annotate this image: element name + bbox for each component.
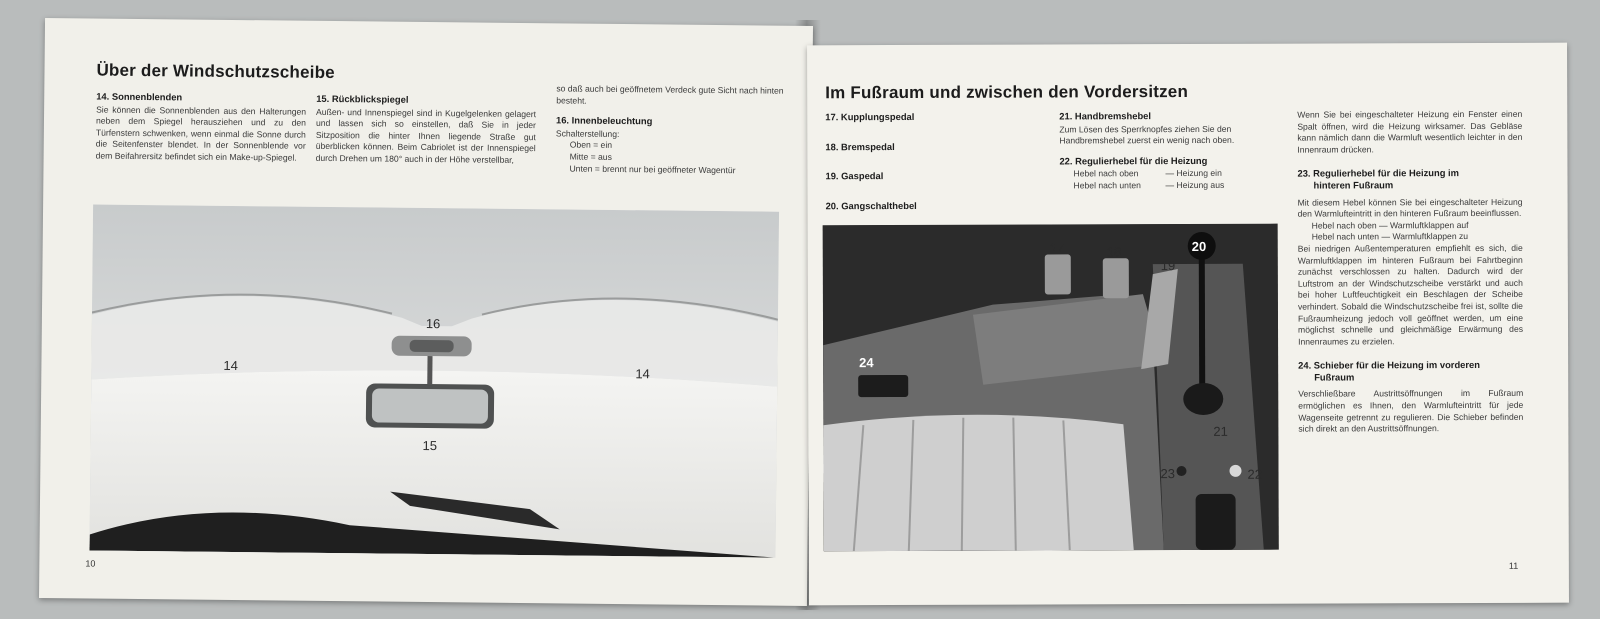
section-heading: 21. Handbremshebel: [1059, 110, 1151, 122]
callout-label: 19: [1160, 258, 1176, 274]
section-heading: 24. Schieber für die Heizung im vorderen Fußraum: [1298, 359, 1480, 383]
section-text: Verschließbare Austrittsöffnungen im Fußraum ermöglichen es Ihnen, den Warmlufteintritt für jede Wagenseite getrennt zu regulieren. Die Schieber befinden sich direkt an den Austrittsöffnungen.: [1298, 388, 1524, 434]
section-text: Sie können die Sonnenblenden aus den Halterungen neben dem Spiegel herausziehen und zu den Türfenstern schwenken, wenn einmal die Sonne durch die Seitenfenster blendet. In der Sonnenblende vor dem Beifahrersitz befindet sich ein Make-up-Spiegel.: [95, 104, 307, 163]
page-number: 11: [1508, 560, 1519, 571]
section-heading: 22. Regulierhebel für die Heizung: [1059, 154, 1208, 167]
lever-row: Hebel nach unten — Warmluftklappen zu: [1311, 231, 1469, 242]
callout-label: 24: [859, 355, 874, 371]
list-item: 17. Kupplungspedal: [825, 110, 915, 123]
lever-row: Hebel nach unten — Heizung aus: [1073, 179, 1225, 191]
windshield-illustration: [89, 205, 779, 558]
callout-label: 18: [1106, 244, 1122, 260]
page-number: 10: [85, 558, 96, 569]
footwell-illustration: [823, 224, 1279, 552]
switch-position: Mitte = aus: [569, 151, 612, 162]
lever-row: Hebel nach oben — Warmluftklappen auf: [1311, 219, 1469, 231]
switch-position: Unten = brennt nur bei geöffneter Wagentür: [569, 163, 736, 175]
lever-row: Hebel nach oben — Heizung ein: [1073, 168, 1222, 179]
page-title: Im Fußraum und zwischen den Vordersitzen: [825, 81, 1189, 103]
callout-label: 23: [1160, 466, 1176, 482]
section-21-22: [1059, 110, 1284, 192]
section-text: Bei niedrigen Außentemperaturen empfiehlt es sich, die Warmluftklappen im hinteren Fußraum bei Fahrtbeginn zunächst verschlossen zu halten. Dadurch wird der Luftstrom an der Windschutzscheibe verstärkt und auch bei hoher Luftfeuchtigkeit ein Beschlagen der Scheibe verhindert. Sobald die Windschutzscheibe frei ist, sollte die Fußraumheizung jedoch voll geöffnet werden, um eine möglichst schnelle und gleichmäßige Erwärmung des Innenraumes zu erzielen.: [1297, 242, 1524, 347]
sections-23-24: [1297, 109, 1523, 436]
list-item: 18. Bremspedal: [825, 140, 895, 152]
list-item: 19. Gaspedal: [825, 170, 884, 182]
switch-label: Schalterstellung:: [555, 128, 620, 139]
page-title: Über der Windschutzscheibe: [96, 60, 335, 83]
section-text: Außen- und Innenspiegel sind in Kugelgelenken gelagert und lassen sich so einstellen, daß Sie in jeder Sitzposition die hinter Ihnen liegende Straße gut überblicken können. Beim Cabriolet ist der Innenspiegel durch Drehen um 180° auch in der Höhe verstellbar,: [315, 106, 537, 165]
callout-label: 14: [635, 366, 650, 382]
section-heading: 14. Sonnenblenden: [96, 90, 183, 103]
continuation-text: so daß auch bei geöffnetem Verdeck gute Sicht nach hinten besteht.: [556, 83, 784, 106]
switch-position: Oben = ein: [569, 139, 613, 151]
right-page: [807, 43, 1569, 606]
intro-text: Wenn Sie bei eingeschalteter Heizung ein Fenster einen Spalt öffnen, wird die Heizung wirksamer. Das Gebläse kann nämlich dann die Warmluft wesentlich leichter in den Innenraum drücken.: [1297, 108, 1523, 155]
section-text: Mit diesem Hebel können Sie bei eingeschalteter Heizung den Warmlufteintritt in den hinteren Fußraum beeinflussen.: [1297, 196, 1523, 219]
section-15-rueckblickspiegel: [316, 93, 537, 167]
pedal-list: [825, 110, 1045, 229]
section-16-innenbeleuchtung: [555, 83, 791, 177]
section-14-sonnenblenden: [96, 91, 307, 165]
footwell-photo: [823, 224, 1279, 552]
section-heading: 23. Regulierhebel für die Heizung im hinteren Fußraum: [1297, 167, 1459, 191]
section-text: Zum Lösen des Sperrknopfes ziehen Sie den Handbremshebel zuerst ein wenig nach oben.: [1059, 123, 1235, 146]
list-item: 20. Gangschalthebel: [825, 199, 917, 212]
windshield-photo: [89, 205, 779, 558]
callout-label: 15: [422, 437, 438, 454]
callout-label: 20: [1191, 238, 1207, 254]
callout-label: 17: [1049, 240, 1065, 256]
section-heading: 16. Innenbeleuchtung: [555, 114, 653, 127]
callout-label: 22: [1247, 466, 1263, 482]
section-heading: 15. Rückblickspiegel: [316, 92, 409, 105]
callout-label: 16: [425, 315, 441, 332]
callout-label: 14: [223, 357, 238, 374]
callout-label: 21: [1213, 423, 1228, 439]
left-page: [39, 18, 813, 606]
